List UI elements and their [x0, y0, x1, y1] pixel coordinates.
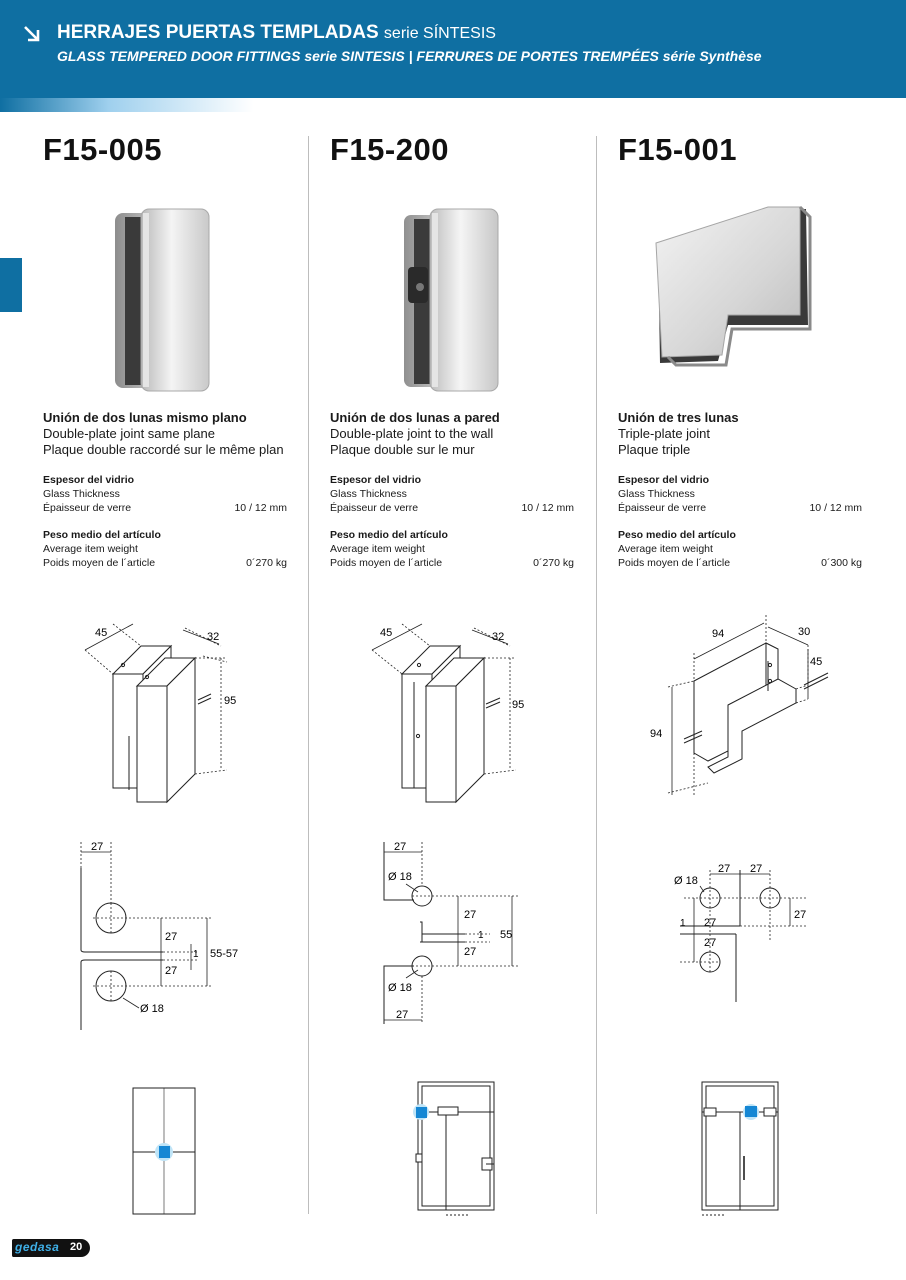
dim-label: 95	[512, 699, 525, 711]
location-diagram	[330, 1076, 580, 1221]
thickness-value: 10 / 12 mm	[234, 502, 287, 514]
brand-logo	[12, 1239, 90, 1257]
dim-label: 1	[193, 949, 199, 960]
product-code: F15-200	[330, 132, 449, 167]
dim-label: 95	[224, 695, 237, 707]
dim-label: 1	[478, 930, 484, 941]
dim-label: 55	[500, 929, 513, 941]
dim-label: 1	[680, 918, 686, 929]
name-fr: Plaque triple	[618, 442, 691, 457]
isometric-drawing	[43, 612, 293, 812]
product-photo	[43, 195, 293, 400]
name-fr: Plaque double raccordé sur le même plan	[43, 442, 284, 457]
dim-label: 27	[165, 931, 178, 943]
dim-label: 27	[396, 1009, 409, 1021]
dim-label: 27	[91, 841, 104, 853]
thickness-value: 10 / 12 mm	[809, 502, 862, 514]
dim-label: 45	[95, 627, 108, 639]
name-es: Unión de tres lunas	[618, 410, 739, 425]
product-code: F15-005	[43, 132, 162, 167]
dim-label: 45	[810, 656, 823, 668]
weight-spec: Peso medio del artículo Average item weight Poids moyen de l´article 0´300 kg	[618, 529, 862, 569]
dim-label: Ø 18	[674, 875, 698, 887]
weight-spec: Peso medio del artículo Average item weight Poids moyen de l´article 0´270 kg	[43, 529, 287, 569]
weight-spec: Peso medio del artículo Average item weight Poids moyen de l´article 0´270 kg	[330, 529, 574, 569]
product-description	[330, 409, 580, 458]
plan-drawing	[618, 850, 868, 1010]
dim-label: 94	[650, 728, 663, 740]
name-es: Unión de dos lunas a pared	[330, 410, 500, 425]
product-column-f15-001	[618, 0, 868, 1280]
side-tab-marker	[0, 258, 22, 312]
dim-label: 27	[165, 965, 178, 977]
dim-label: 27	[704, 937, 717, 949]
thickness-spec: Espesor del vidrio Glass Thickness Épaisseur de verre 10 / 12 mm	[330, 474, 574, 514]
isometric-drawing	[618, 605, 868, 805]
dim-label: 27	[464, 946, 477, 958]
location-diagram	[618, 1076, 868, 1221]
series-label: serie SÍNTESIS	[383, 25, 496, 42]
location-diagram	[43, 1084, 293, 1219]
column-divider	[596, 136, 597, 1214]
dim-label: 27	[794, 909, 807, 921]
name-fr: Plaque double sur le mur	[330, 442, 475, 457]
dim-label: 32	[492, 631, 505, 643]
thickness-value: 10 / 12 mm	[521, 502, 574, 514]
dim-label: 94	[712, 628, 725, 640]
name-en: Double-plate joint to the wall	[330, 426, 494, 441]
product-photo	[618, 195, 868, 400]
plan-drawing	[43, 838, 293, 1033]
dim-label: 32	[207, 631, 220, 643]
arrow-down-right-icon	[22, 24, 42, 44]
product-description	[43, 409, 293, 458]
dim-label: 30	[798, 626, 811, 638]
product-description	[618, 409, 868, 458]
dim-label: 27	[394, 841, 407, 853]
dim-label: 27	[704, 917, 717, 929]
plan-drawing	[330, 838, 580, 1033]
dim-label: 55-57	[210, 948, 239, 960]
dim-label: 45	[380, 627, 393, 639]
dim-label: Ø 18	[388, 982, 412, 994]
dim-label: 27	[718, 863, 731, 875]
weight-value: 0´270 kg	[246, 557, 287, 569]
dim-label: 27	[750, 863, 763, 875]
name-en: Triple-plate joint	[618, 426, 711, 441]
product-column-f15-200	[330, 0, 580, 1280]
name-en: Double-plate joint same plane	[43, 426, 215, 441]
page-title: HERRAJES PUERTAS TEMPLADAS serie SÍNTESIS	[57, 22, 496, 43]
page-number: 20	[70, 1241, 83, 1253]
product-photo	[330, 195, 580, 400]
thickness-spec: Espesor del vidrio Glass Thickness Épaisseur de verre 10 / 12 mm	[618, 474, 862, 514]
column-divider	[308, 136, 309, 1214]
product-column-f15-005	[43, 0, 293, 1280]
dim-label: Ø 18	[388, 871, 412, 883]
brand-name: gedasa	[15, 1240, 60, 1254]
weight-value: 0´300 kg	[821, 557, 862, 569]
dim-label: 27	[464, 909, 477, 921]
weight-value: 0´270 kg	[533, 557, 574, 569]
name-es: Unión de dos lunas mismo plano	[43, 410, 247, 425]
dim-label: Ø 18	[140, 1003, 164, 1015]
isometric-drawing	[330, 612, 580, 812]
thickness-spec: Espesor del vidrio Glass Thickness Épaisseur de verre 10 / 12 mm	[43, 474, 287, 514]
page-subtitle: GLASS TEMPERED DOOR FITTINGS serie SINTESIS | FERRURES DE PORTES TREMPÉES série Synthèse	[57, 48, 762, 64]
product-code: F15-001	[618, 132, 737, 167]
